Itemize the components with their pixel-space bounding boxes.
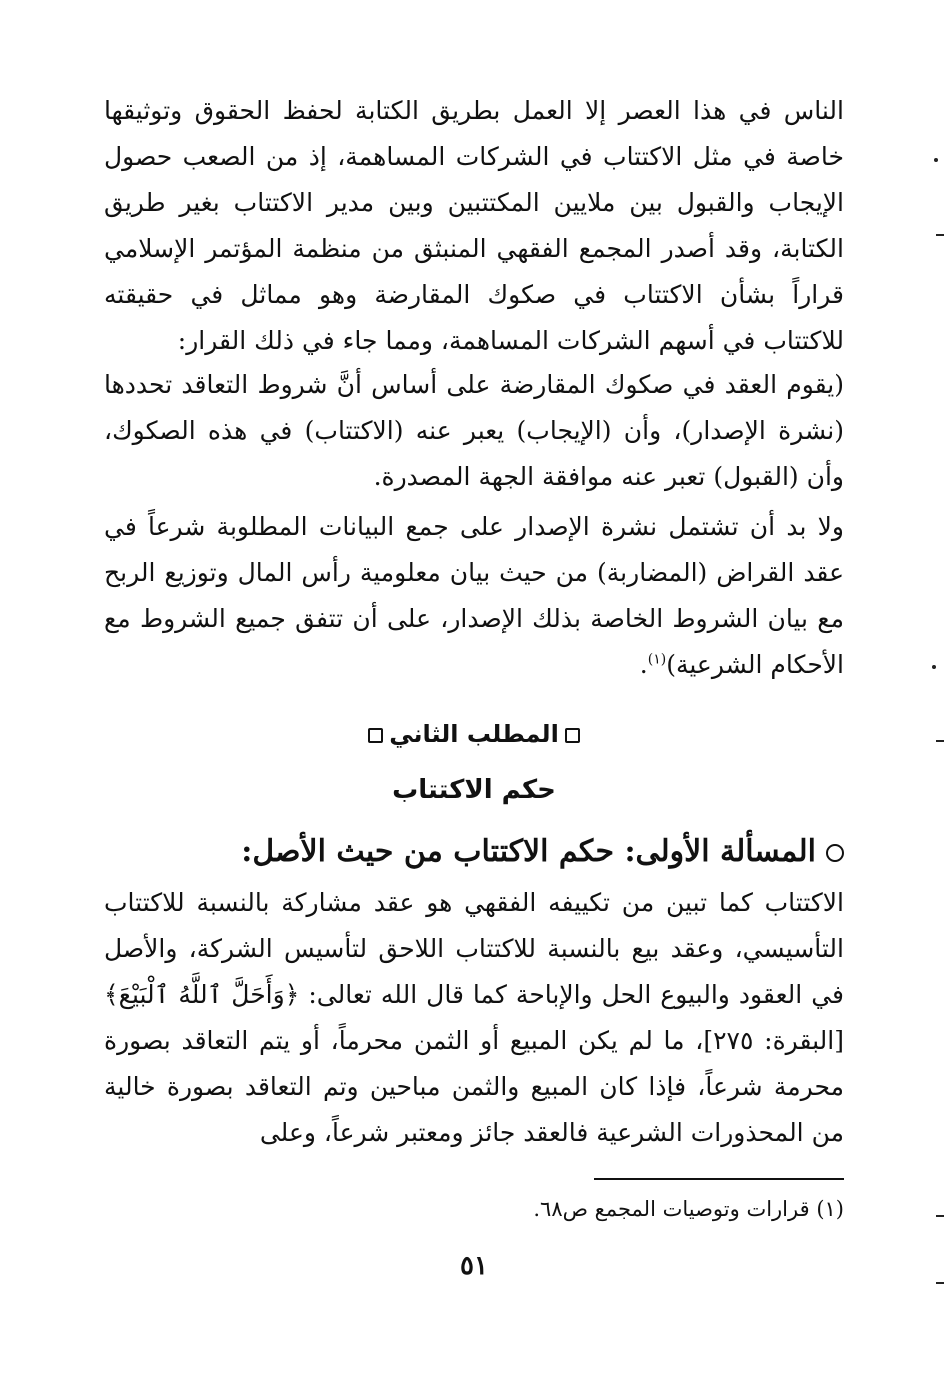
footnote-reference: (١)	[647, 651, 667, 668]
square-ornament-icon	[565, 728, 580, 743]
section-title: حكم الاكتتاب	[392, 775, 556, 805]
paragraph-quote-contract: (يقوم العقد في صكوك المقارضة على أساس أنَّ شروط التعاقد تحددها (نشرة الإصدار)، وأن (الإيجاب) يعبر عنه (الاكتتاب) في هذه الصكوك، وأن (القبول) تعبر عنه موافقة الجهة المصدرة.	[104, 370, 844, 491]
scan-speck	[934, 158, 938, 162]
paragraph-intro: الناس في هذا العصر إلا العمل بطريق الكتابة لحفظ الحقوق وتوثيقها خاصة في مثل الاكتتاب في الشركات المساهمة، إذ من الصعب حصول الإيجاب والقبول بين ملايين المكتتبين وبين مدير الاكتتاب بغير طريق الكتابة، وقد أصدر المجمع الفقهي المنبثق من منظمة المؤتمر الإسلامي قراراً بشأن الاكتتاب في صكوك المقارضة وهو مماثل في حقيقته للاكتتاب في أسهم الشركات المساهمة، ومما جاء في ذلك القرار:	[104, 96, 844, 355]
issue-heading-text: المسألة الأولى: حكم الاكتتاب من حيث الأصل:	[241, 834, 816, 869]
paragraph-end-mark: .	[639, 650, 648, 679]
square-ornament-icon	[368, 728, 383, 743]
scan-speck	[936, 740, 944, 742]
footnote-divider	[594, 1178, 844, 1180]
section-label-text: المطلب الثاني	[389, 720, 559, 748]
scan-speck	[936, 1215, 944, 1217]
paragraph-quote-conditions-text: ولا بد أن تشتمل نشرة الإصدار على جمع البيانات المطلوبة شرعاً في عقد القراض (المضاربة) من حيث بيان معلومية رأس المال وتوزيع الربح مع بيان الشروط الخاصة بذلك الإصدار، على أن تتفق جميع الشروط مع الأحكام الشرعية)	[104, 512, 844, 679]
issue-heading	[104, 828, 844, 876]
paragraph-quote-conditions	[104, 504, 844, 688]
scan-speck	[936, 234, 944, 236]
circle-bullet-icon	[826, 844, 844, 862]
paragraph-ruling: الاكتتاب كما تبين من تكييفه الفقهي هو عقد مشاركة بالنسبة للاكتتاب التأسيسي، وعقد بيع بالنسبة للاكتتاب اللاحق لتأسيس الشركة، والأصل في العقود والبيوع الحل والإباحة كما قال الله تعالى: ﴿وَأَحَلَّ ٱللَّهُ ٱلْبَيْعَ﴾ [البقرة: ٢٧٥]، ما لم يكن المبيع أو الثمن محرماً، أو يتم التعاقد بصورة محرمة شرعاً، فإذا كان المبيع والثمن مباحين وتم التعاقد بصورة خالية من المحذورات الشرعية فالعقد جائز ومعتبر شرعاً، وعلى	[104, 888, 844, 1147]
page-number: ٥١	[460, 1251, 488, 1281]
section-label	[104, 716, 844, 752]
scan-speck	[936, 1282, 944, 1284]
scan-speck	[932, 665, 936, 669]
footnote: (١) قرارات وتوصيات المجمع ص٦٨.	[533, 1197, 844, 1221]
